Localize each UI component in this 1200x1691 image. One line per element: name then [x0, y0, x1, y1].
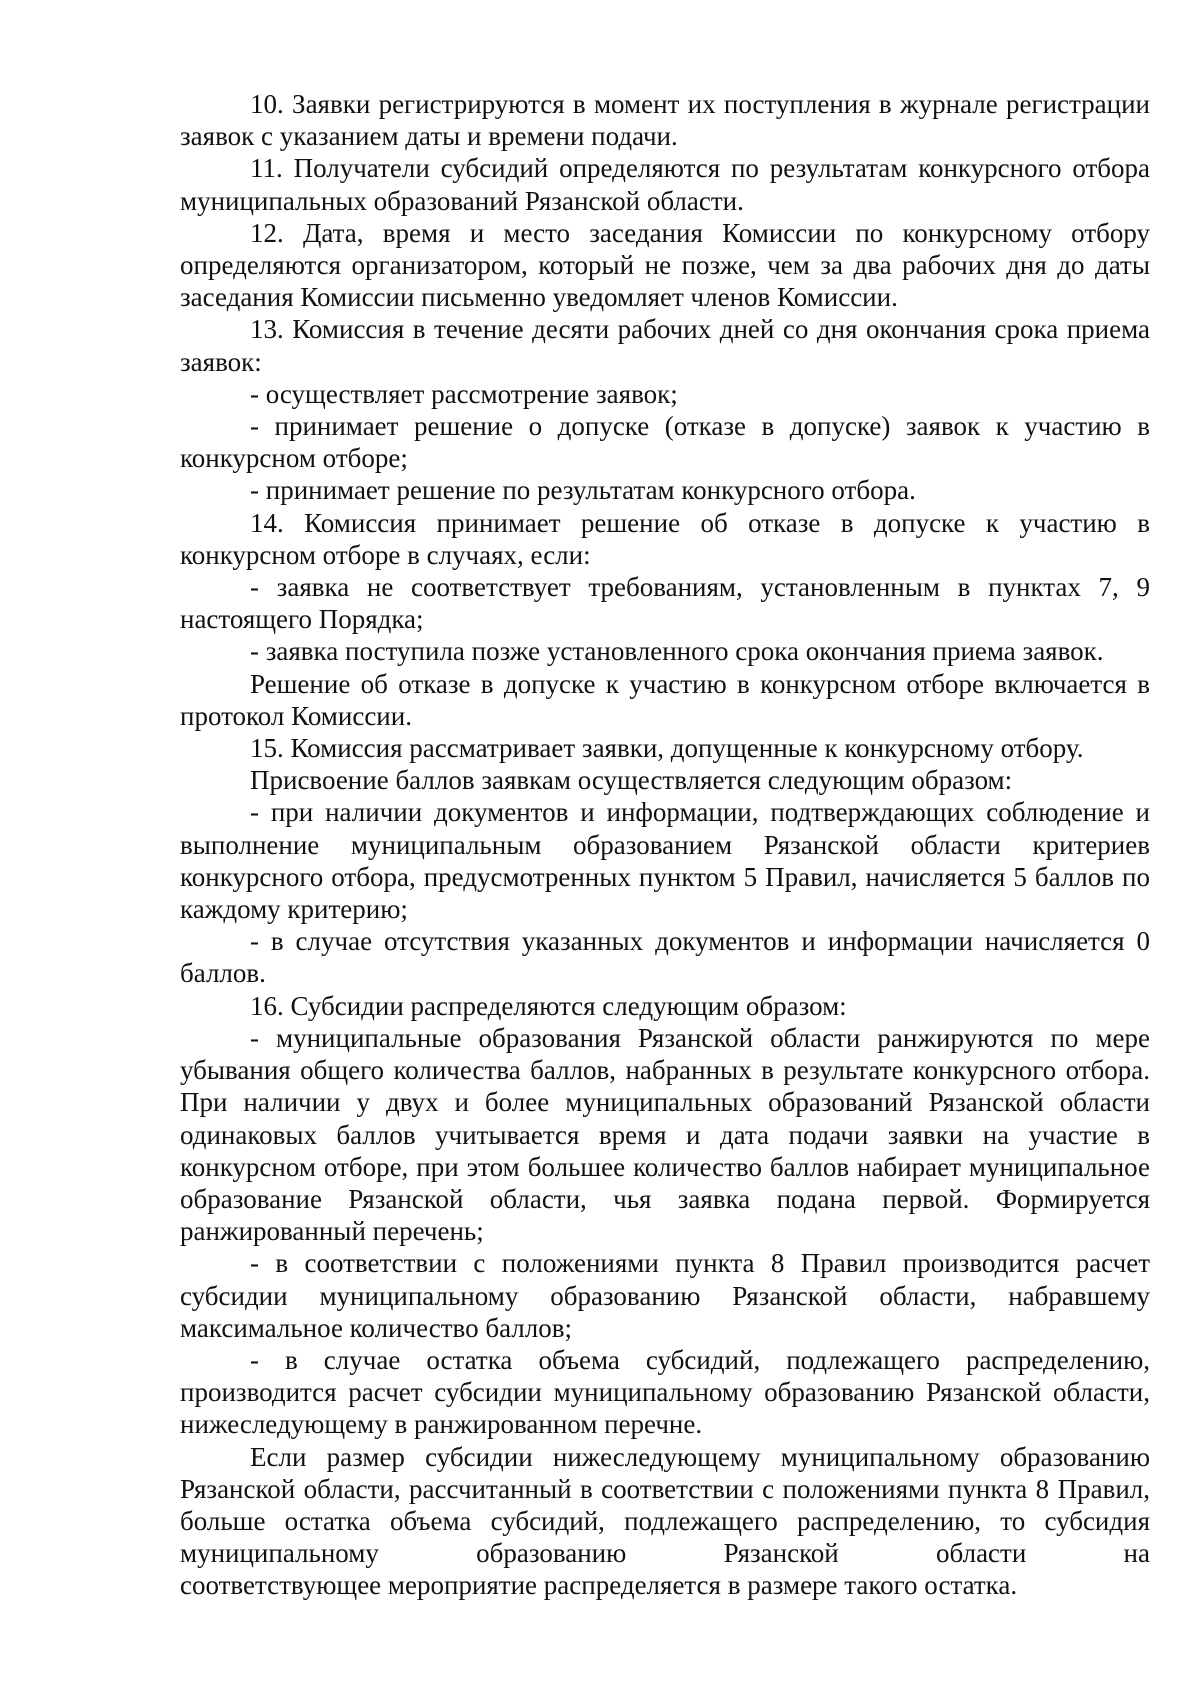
- paragraph-subsidy-remainder-end: соответствующее мероприятие распределяется в размере такого остатка.: [180, 1570, 1018, 1601]
- paragraph-16: 16. Субсидии распределяются следующим образом:: [250, 990, 847, 1021]
- list-item: - заявка не соответствует требованиям, установленным в пунктах 7, 9 настоящего Порядка;: [180, 572, 1150, 635]
- list-item: - муниципальные образования Рязанской области ранжируются по мере убывания общего количества баллов, набранных в результате конкурсного отбора. При наличии у двух и более муниципальных образований Рязанской области одинаковых баллов учитывается время и дата подачи заявки на участие в конкурсном отборе, при этом большее количество баллов набирает муниципальное образование Рязанской области, чья заявка подана первой. Формируется ранжированный перечень;: [180, 1022, 1150, 1247]
- document-page: [180, 88, 1150, 1602]
- paragraph-14: 14. Комиссия принимает решение об отказе в допуске к участию в конкурсном отборе в случаях, если:: [180, 507, 1150, 570]
- paragraph-subsidy-remainder: Если размер субсидии нижеследующему муниципальному образованию Рязанской области, рассчитанный в соответствии с положениями пункта 8 Правил, больше остатка объема субсидий, подлежащего распределению, то субсидия муниципальному образованию Рязанской области на: [180, 1441, 1150, 1569]
- paragraph-score-assignment: Присвоение баллов заявкам осуществляется следующим образом:: [250, 765, 1013, 796]
- list-item: - в соответствии с положениями пункта 8 Правил производится расчет субсидии муниципальному образованию Рязанской области, набравшему максимальное количество баллов;: [180, 1248, 1150, 1343]
- list-item: - осуществляет рассмотрение заявок;: [250, 378, 678, 409]
- paragraph-10: 10. Заявки регистрируются в момент их поступления в журнале регистрации заявок с указанием даты и времени подачи.: [180, 89, 1150, 152]
- list-item: - при наличии документов и информации, подтверждающих соблюдение и выполнение муниципальным образованием Рязанской области критериев конкурсного отбора, предусмотренных пунктом 5 Правил, начисляется 5 баллов по каждому критерию;: [180, 797, 1150, 925]
- list-item: - принимает решение по результатам конкурсного отбора.: [250, 475, 916, 506]
- paragraph-13: 13. Комиссия в течение десяти рабочих дней со дня окончания срока приема заявок:: [180, 314, 1150, 377]
- paragraph-12: 12. Дата, время и место заседания Комиссии по конкурсному отбору определяются организатором, который не позже, чем за два рабочих дня до даты заседания Комиссии письменно уведомляет членов Комиссии.: [180, 217, 1150, 313]
- paragraph-15: 15. Комиссия рассматривает заявки, допущенные к конкурсному отбору.: [250, 733, 1084, 764]
- paragraph-refusal-decision: Решение об отказе в допуске к участию в конкурсном отборе включается в протокол Комиссии.: [180, 668, 1150, 731]
- paragraph-11: 11. Получатели субсидий определяются по результатам конкурсного отбора муниципальных образований Рязанской области.: [180, 153, 1150, 216]
- list-item: - в случае отсутствия указанных документов и информации начисляется 0 баллов.: [180, 926, 1150, 989]
- list-item: - заявка поступила позже установленного срока окончания приема заявок.: [250, 636, 1104, 667]
- list-item: - в случае остатка объема субсидий, подлежащего распределению, производится расчет субсидии муниципальному образованию Рязанской области, нижеследующему в ранжированном перечне.: [180, 1344, 1150, 1440]
- list-item: - принимает решение о допуске (отказе в допуске) заявок к участию в конкурсном отборе;: [180, 411, 1150, 474]
